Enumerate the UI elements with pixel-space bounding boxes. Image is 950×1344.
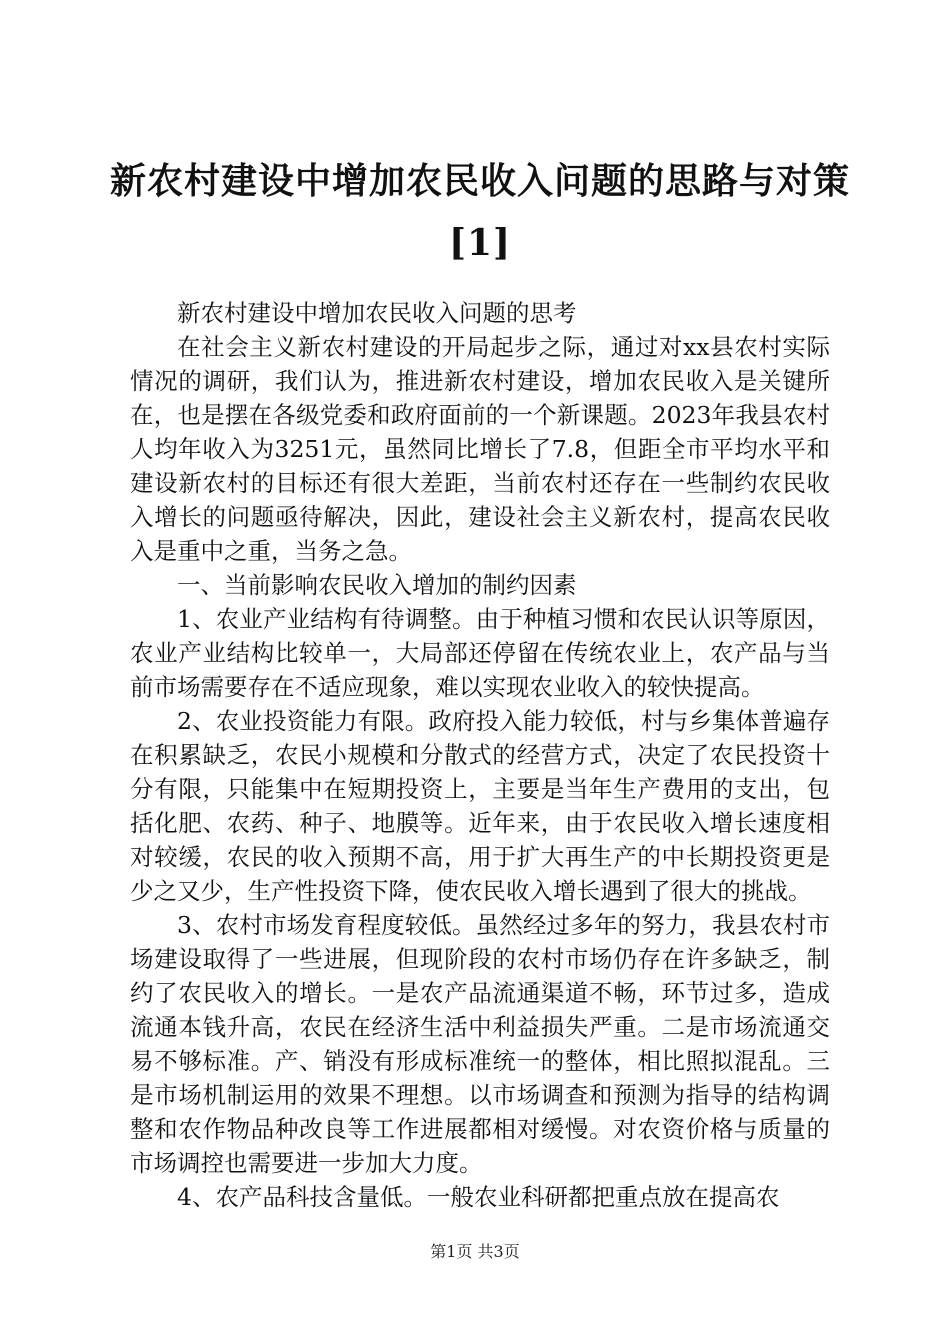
title-line-1: 新农村建设中增加农民收入问题的思路与对策: [110, 160, 851, 202]
subtitle-paragraph: 新农村建设中增加农民收入问题的思考: [177, 299, 577, 327]
title-line-2: [1]: [448, 222, 512, 264]
body-paragraph-3: 3、农村市场发育程度较低。虽然经过多年的努力，我县农村市场建设取得了一些进展，但现阶段的农村市场仍存在许多缺乏，制约了农民收入的增长。一是农产品流通渠道不畅，环节过多，造成流通本钱升高，农民在经济生活中利益损失严重。二是市场流通交易不够标准。产、销没有形成标准统一的整体，相比照拟混乱。三是市场机制运用的效果不理想。以市场调查和预测为指导的结构调整和农作物品种改良等工作进展都相对缓慢。对农资价格与质量的市场调控也需要进一步加大力度。: [130, 911, 830, 1177]
page-footer: [0, 1242, 950, 1262]
page-number: 第1页 共3页: [430, 1242, 520, 1261]
section-heading-1: 一、当前影响农民收入增加的制约因素: [177, 571, 577, 599]
intro-paragraph: 在社会主义新农村建设的开局起步之际，通过对xx县农村实际情况的调研，我们认为，推进新农村建设，增加农民收入是关键所在，也是摆在各级党委和政府面前的一个新课题。2023年我县农村人均年收入为3251元，虽然同比增长了7.8，但距全市平均水平和建设新农村的目标还有很大差距，当前农村还存在一些制约农民收入增长的问题亟待解决，因此，建设社会主义新农村，提高农民收入是重中之重，当务之急。: [130, 333, 830, 565]
document-title: [110, 150, 850, 274]
body-paragraph-4: 4、农产品科技含量低。一般农业科研都把重点放在提高农: [177, 1183, 780, 1211]
document-body: [130, 296, 830, 1214]
body-paragraph-2: 2、农业投资能力有限。政府投入能力较低，村与乡集体普遍存在积累缺乏，农民小规模和分散式的经营方式，决定了农民投资十分有限，只能集中在短期投资上，主要是当年生产费用的支出，包括化肥、农药、种子、地膜等。近年来，由于农民收入增长速度相对较缓，农民的收入预期不高，用于扩大再生产的中长期投资更是少之又少，生产性投资下降，使农民收入增长遇到了很大的挑战。: [130, 707, 830, 905]
body-paragraph-1: 1、农业产业结构有待调整。由于种植习惯和农民认识等原因，农业产业结构比较单一，大局部还停留在传统农业上，农产品与当前市场需要存在不适应现象，难以实现农业收入的较快提高。: [130, 605, 830, 701]
